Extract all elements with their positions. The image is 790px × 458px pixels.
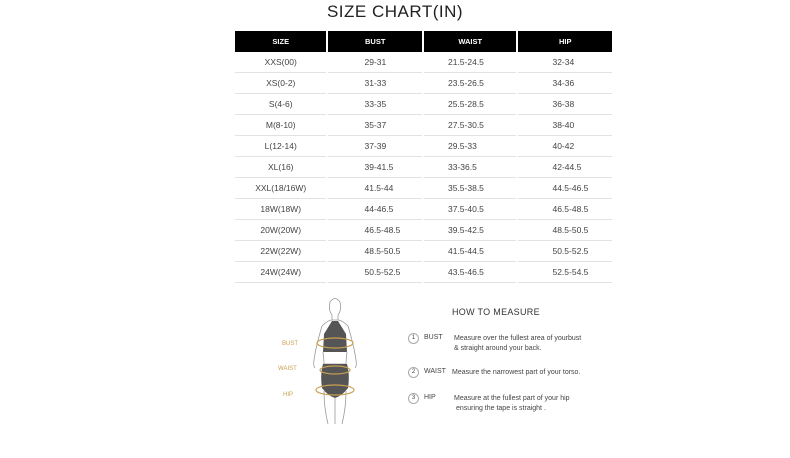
table-row	[235, 73, 612, 94]
step-description-line2: & straight around your back.	[454, 345, 542, 352]
cell-hip: 44.5-46.5	[518, 178, 612, 199]
step-description-line1: Measure over the fullest area of yourbust	[454, 335, 582, 342]
step-number: 3	[408, 393, 419, 404]
cell-waist: 27.5-30.5	[424, 115, 516, 136]
cell-hip: 32-34	[518, 52, 612, 73]
cell-bust: 31-33	[328, 73, 422, 94]
figure-label-bust: BUST	[282, 341, 299, 347]
cell-size: XXL(18/16W)	[235, 178, 326, 199]
cell-hip: 48.5-50.5	[518, 220, 612, 241]
size-chart-table	[233, 31, 614, 283]
body-measurement-figure	[302, 296, 368, 426]
header-hip: HIP	[518, 31, 612, 52]
page-title: SIZE CHART(IN)	[326, 2, 464, 21]
header-bust: BUST	[328, 31, 422, 52]
step-label: WAIST	[424, 368, 446, 375]
cell-waist: 23.5-26.5	[424, 73, 516, 94]
table-row	[235, 199, 612, 220]
cell-waist: 21.5-24.5	[424, 52, 516, 73]
cell-bust: 50.5-52.5	[328, 262, 422, 283]
step-number: 1	[408, 333, 419, 344]
table-row	[235, 94, 612, 115]
cell-size: 20W(20W)	[235, 220, 326, 241]
cell-size: XS(0-2)	[235, 73, 326, 94]
cell-waist: 25.5-28.5	[424, 94, 516, 115]
cell-waist: 35.5-38.5	[424, 178, 516, 199]
table-header-row	[235, 31, 612, 52]
cell-bust: 37-39	[328, 136, 422, 157]
cell-hip: 40-42	[518, 136, 612, 157]
step-label: BUST	[424, 334, 443, 341]
cell-bust: 44-46.5	[328, 199, 422, 220]
table-row	[235, 262, 612, 283]
cell-size: 24W(24W)	[235, 262, 326, 283]
cell-size: 22W(22W)	[235, 241, 326, 262]
cell-size: XXS(00)	[235, 52, 326, 73]
figure-label-waist: WAIST	[278, 366, 297, 372]
cell-size: M(8-10)	[235, 115, 326, 136]
header-size: SIZE	[235, 31, 326, 52]
cell-size: 18W(18W)	[235, 199, 326, 220]
cell-size: L(12-14)	[235, 136, 326, 157]
table-row	[235, 136, 612, 157]
cell-hip: 46.5-48.5	[518, 199, 612, 220]
cell-hip: 34-36	[518, 73, 612, 94]
cell-bust: 33-35	[328, 94, 422, 115]
step-description-line2: ensuring the tape is straight .	[456, 405, 546, 412]
cell-hip: 42-44.5	[518, 157, 612, 178]
step-number: 2	[408, 367, 419, 378]
step-label: HIP	[424, 394, 436, 401]
figure-label-hip: HIP	[283, 392, 294, 398]
cell-bust: 48.5-50.5	[328, 241, 422, 262]
cell-waist: 43.5-46.5	[424, 262, 516, 283]
table-row	[235, 178, 612, 199]
table-row	[235, 115, 612, 136]
cell-hip: 36-38	[518, 94, 612, 115]
cell-size: S(4-6)	[235, 94, 326, 115]
table-row	[235, 220, 612, 241]
header-waist: WAIST	[424, 31, 516, 52]
step-description-line1: Measure the narrowest part of your torso.	[452, 369, 581, 376]
cell-waist: 33-36.5	[424, 157, 516, 178]
table-row	[235, 157, 612, 178]
how-to-measure-title: HOW TO MEASURE	[452, 307, 540, 317]
cell-waist: 39.5-42.5	[424, 220, 516, 241]
cell-bust: 29-31	[328, 52, 422, 73]
cell-bust: 39-41.5	[328, 157, 422, 178]
cell-hip: 38-40	[518, 115, 612, 136]
table-row	[235, 241, 612, 262]
cell-bust: 46.5-48.5	[328, 220, 422, 241]
table-row	[235, 52, 612, 73]
cell-size: XL(16)	[235, 157, 326, 178]
cell-waist: 29.5-33	[424, 136, 516, 157]
cell-bust: 35-37	[328, 115, 422, 136]
cell-hip: 50.5-52.5	[518, 241, 612, 262]
cell-waist: 37.5-40.5	[424, 199, 516, 220]
step-description-line1: Measure at the fullest part of your hip	[454, 395, 570, 402]
cell-bust: 41.5-44	[328, 178, 422, 199]
cell-waist: 41.5-44.5	[424, 241, 516, 262]
cell-hip: 52.5-54.5	[518, 262, 612, 283]
